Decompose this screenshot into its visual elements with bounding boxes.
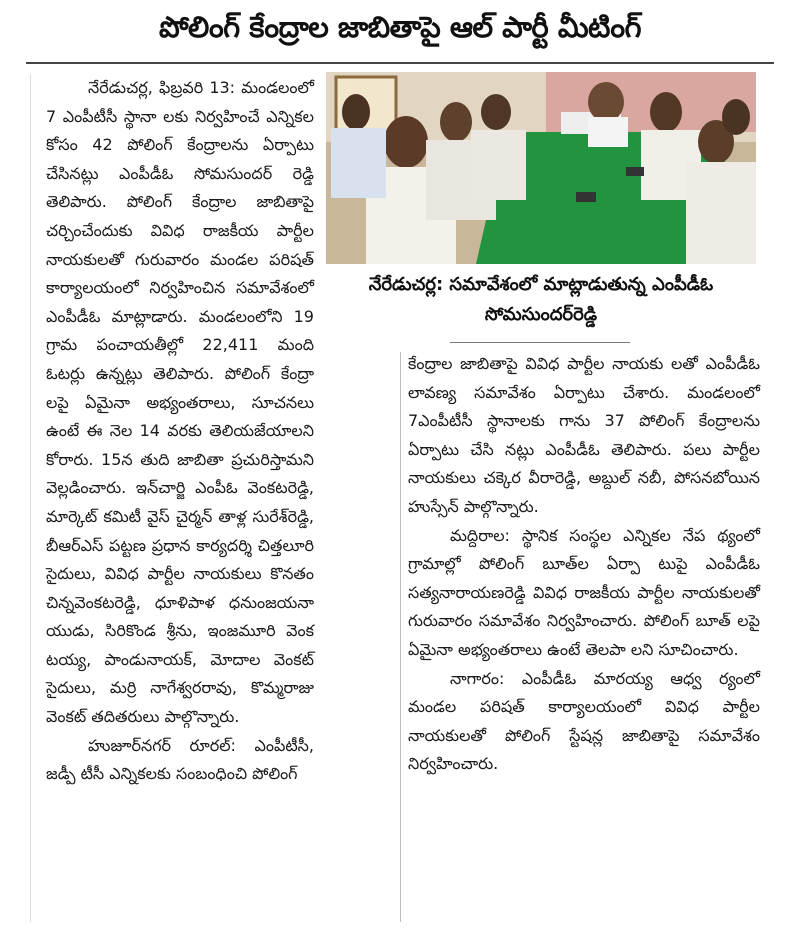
margin-rule xyxy=(30,74,31,922)
column-divider xyxy=(400,352,401,922)
caption-rule xyxy=(450,342,630,343)
right-column xyxy=(408,350,760,779)
left-paragraph-1: నేరేడుచర్ల, ఫిబ్రవరి 13: మండలంలో 7 ఎంపీటీసీ స్థానా లకు నిర్వహించే ఎన్నికల కోసం 42 పోలింగ్ కేంద్రాలను ఏర్పాటు చేసినట్లు ఎంపీడీఓ సోమసుందర్ రెడ్డి తెలిపారు. పోలింగ్ కేంద్రాల జాబితాపై చర్చించేందుకు వివిధ రాజకీయ పార్టీల నాయకులతో గురువారం మండల పరిషత్ కార్యాలయంలో నిర్వహించిన సమావేశంలో ఎంపీడీఓ మాట్లాడారు. మండలంలోని 19 గ్రామ పంచాయతీల్లో 22,411 మంది ఓటర్లు ఉన్నట్లు తెలిపారు. పోలింగ్ కేంద్రా లపై ఏమైనా అభ్యంతరాలు, సూచనలు ఉంటే ఈ నెల 14 వరకు తెలియజేయాలని కోరారు. 15న తుది జాబితా ప్రచురిస్తామని వెల్లడించారు. ఇన్‌చార్జి ఎంపీఓ వెంకటరెడ్డి, మార్కెట్ కమిటీ వైస్ చైర్మన్ తాళ్ల సురేశ్‌రెడ్డి, బీఆర్ఎస్ పట్టణ ప్రధాన కార్యదర్శి చిత్తలూరి సైదులు, వివిధ పార్టీల నాయకులు కొనతం చిన్నవెంకటరెడ్డి, ధూళిపాళ ధనుంజయనా యుడు, సిరికొండ శ్రీను, ఇంజమూరి వెంక టయ్య, పాండునాయక్, మోదాల వెంకట్ సైదులు, మర్రి నాగేశ్వరరావు, కొమ్మరాజు వెంకట్ తదితరులు పాల్గొన్నారు. xyxy=(46,78,314,727)
right-paragraph-1: కేంద్రాల జాబితాపై వివిధ పార్టీల నాయకు లతో ఎంపీడీఓ లావణ్య సమావేశం ఏర్పాటు చేశారు. మండలంలో 7ఎంపీటీసీ స్థానాలకు గాను 37 పోలింగ్ కేంద్రాలను ఏర్పాటు చేసి నట్లు ఎంపీడీఓ తెలిపారు. పలు పార్టీల నాయకులు చక్కెర వీరారెడ్డి, అబ్దుల్ నబీ, పోసనబోయిన హుస్సేన్ పాల్గొన్నారు. xyxy=(408,354,760,516)
left-paragraph-2: హుజూర్‌నగర్ రూరల్: ఎంపీటీసీ, జడ్పీ టీసీ ఎన్నికలకు సంబంధించి పోలింగ్ xyxy=(46,735,314,784)
photo-caption-line-2: సోమసుందర్‌రెడ్డి xyxy=(484,304,598,325)
meeting-photo xyxy=(326,72,756,264)
right-paragraph-2: మద్దిరాల: స్థానిక సంస్థల ఎన్నికల నేప థ్యంలో గ్రామాల్లో పోలింగ్ బూత్‌ల ఏర్పా టుపై ఎంపీడీఓ సత్యనారాయణరెడ్డి వివిధ రాజకీయ పార్టీల నాయకులతో గురువారం సమావేశం నిర్వహించారు. పోలింగ్ బూత్ లపై ఏమైనా అభ్యంతరాలు ఉంటే తెలపా లని సూచించారు. xyxy=(408,525,760,659)
headline: పోలింగ్ కేంద్రాల జాబితాపై ఆల్ పార్టీ మీటింగ్ xyxy=(159,10,641,44)
headline-rule xyxy=(26,62,774,64)
left-column xyxy=(46,74,314,789)
photo-caption xyxy=(326,270,756,330)
photo-caption-line-1: నేరేడుచర్ల: సమావేశంలో మాట్లాడుతున్న ఎంపీడీఓ xyxy=(368,274,714,295)
right-paragraph-3: నాగారం: ఎంపీడీఓ మారయ్య ఆధ్వ ర్యంలో మండల పరిషత్ కార్యాలయంలో వివిధ పార్టీల నాయకులతో పోలింగ్ స్టేషన్ల జాబితాపై సమావేశం నిర్వహించారు. xyxy=(408,668,760,774)
